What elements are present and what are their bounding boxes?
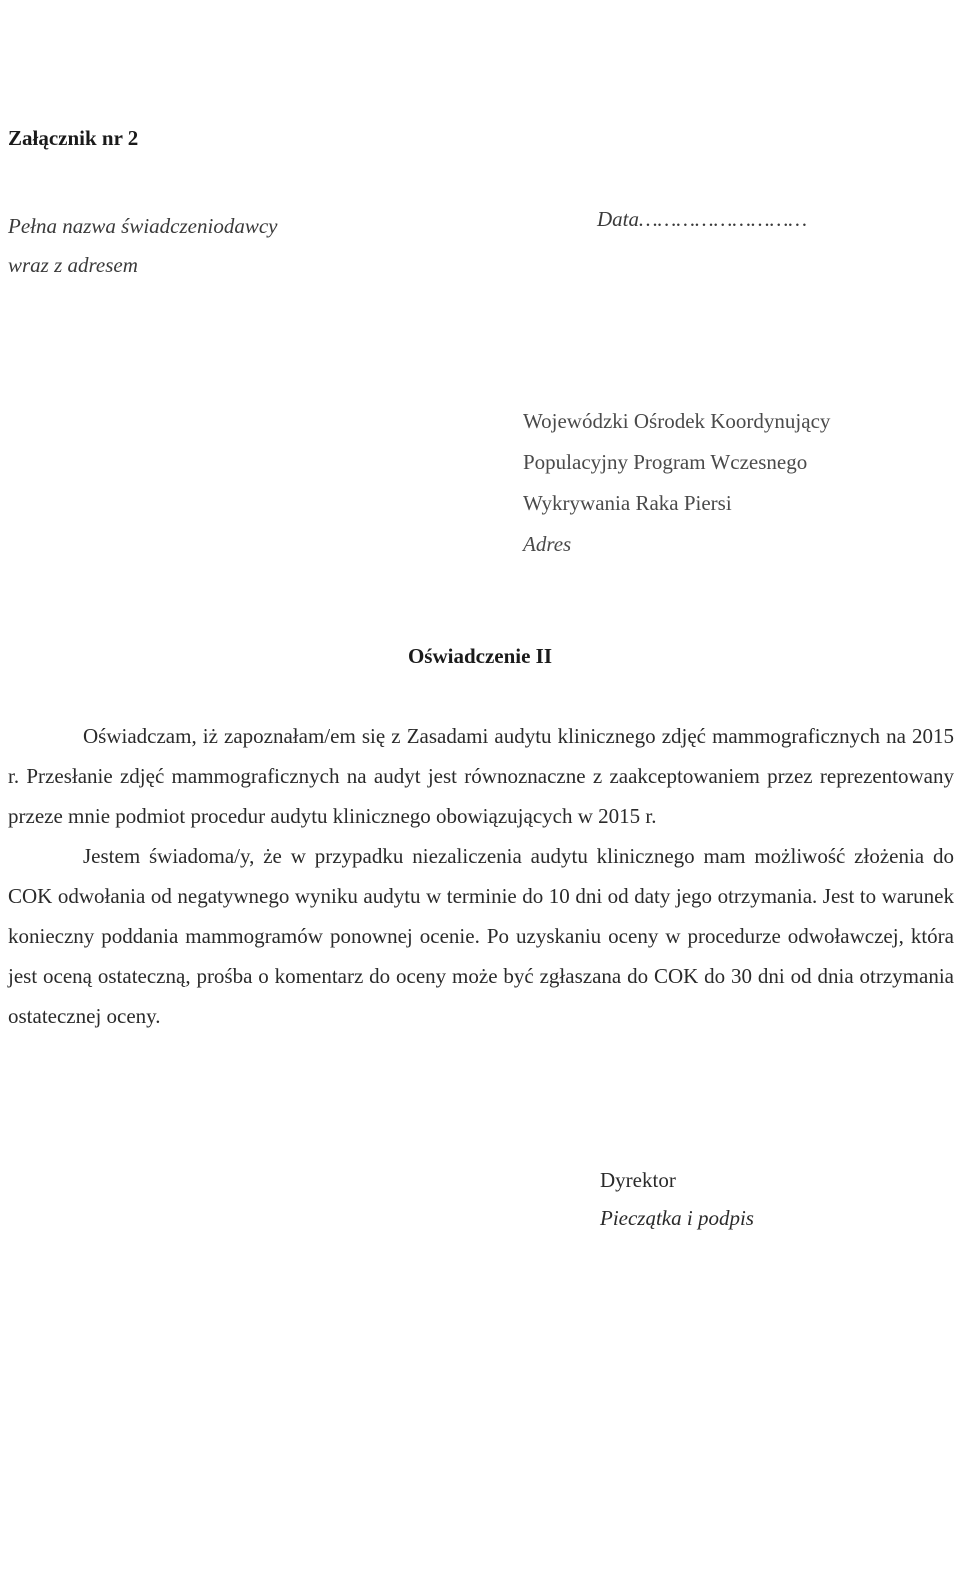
date-field: Data……………………… (597, 207, 808, 231)
recipient-line-1: Wojewódzki Ośrodek Koordynujący (523, 409, 831, 433)
signature-role: Dyrektor (600, 1168, 676, 1192)
signature-stamp-label: Pieczątka i podpis (600, 1206, 754, 1230)
provider-block (8, 207, 277, 285)
signature-block (600, 1161, 754, 1237)
provider-address-line: wraz z adresem (8, 253, 138, 277)
recipient-line-3: Wykrywania Raka Piersi (523, 491, 732, 515)
provider-name-line: Pełna nazwa świadczeniodawcy (8, 214, 278, 238)
recipient-line-2: Populacyjny Program Wczesnego (523, 450, 808, 474)
recipient-block (523, 401, 830, 565)
document-body (8, 716, 954, 1036)
document-title: Oświadczenie II (407, 644, 553, 668)
attachment-label: Załącznik nr 2 (8, 126, 139, 150)
body-paragraph-1: Oświadczam, iż zapoznałam/em się z Zasadami audytu klinicznego zdjęć mammograficznych na 2015 r. Przesłanie zdjęć mammograficznych na audyt jest równoznaczne z zaakceptowaniem przez reprezentowany przeze mnie podmiot procedur audytu klinicznego obowiązujących w 2015 r. (8, 724, 954, 828)
recipient-address: Adres (523, 532, 572, 556)
body-paragraph-2: Jestem świadoma/y, że w przypadku niezaliczenia audytu klinicznego mam możliwość złożenia do COK odwołania od negatywnego wyniku audytu w terminie do 10 dni od daty jego otrzymania. Jest to warunek konieczny poddania mammogramów ponownej ocenie. Po uzyskaniu oceny w procedurze odwoławczej, która jest oceną ostateczną, prośba o komentarz do oceny może być zgłaszana do COK do 30 dni od dnia otrzymania ostatecznej oceny. (8, 844, 954, 1028)
